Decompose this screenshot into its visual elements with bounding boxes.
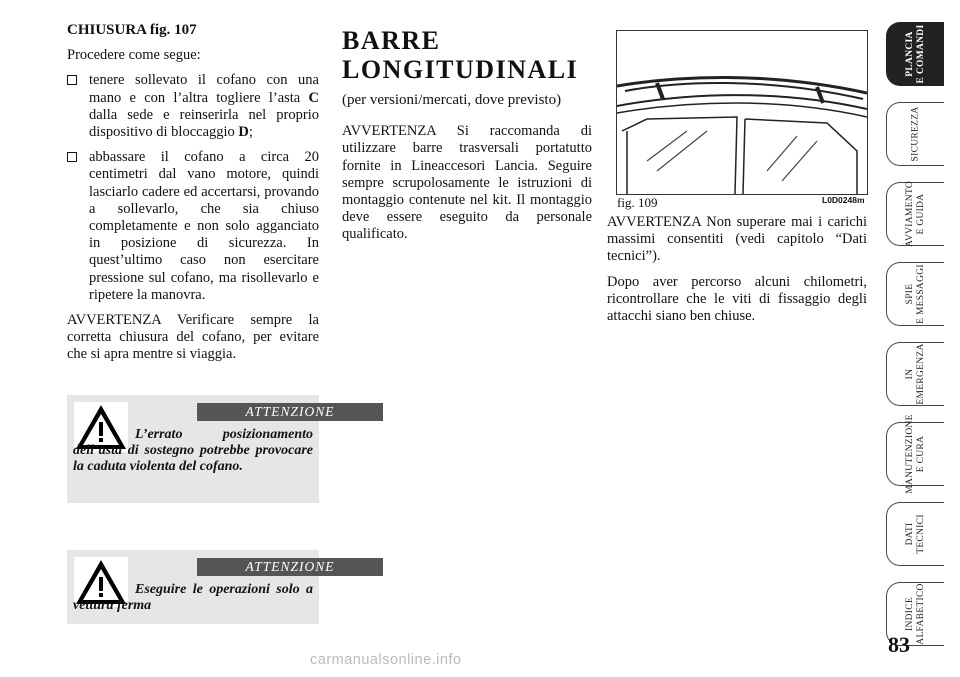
middle-column bbox=[342, 26, 592, 252]
warning-text: L’errato posizionamento dell’asta di sostegno potrebbe provocare la caduta violenta del cofano. bbox=[73, 427, 313, 474]
assembly-note: AVVERTENZA Si raccomanda di utilizzare barre trasversali portatutto fornite in Lineaccesori Lancia. Seguire sempre scrupolosamente le istruzioni di montaggio contenute nel kit. Il montaggio deve essere eseguito da personale qualificato. bbox=[342, 123, 592, 243]
figure-caption: fig. 109 bbox=[617, 195, 658, 210]
tab-in-emergenza[interactable]: IN EMERGENZA bbox=[886, 342, 944, 406]
watermark: carmanualsonline.info bbox=[310, 652, 462, 668]
tab-spie-e-messaggi[interactable]: SPIE E MESSAGGI bbox=[886, 262, 944, 326]
screw-note: Dopo aver percorso alcuni chilometri, ricontrollare che le viti di fissaggio degli attacchi siano ben chiuse. bbox=[607, 273, 867, 325]
tab-indice-alfabetico[interactable]: INDICE ALFABETICO bbox=[886, 582, 944, 646]
bullet-item-2: abbassare il cofano a circa 20 centimetri dal vano motore, quindi lasciarlo cadere ed accertarsi, provando a sollevarlo, che sia chiuso completamente e non solo agganciato in posizione di sicurezza. In quest’ultimo caso non esercitare pressione sul cofano, ma risollevarlo e ripetere la manovra. bbox=[67, 149, 319, 304]
warning-title: ATTENZIONE bbox=[197, 558, 383, 576]
right-column bbox=[607, 214, 867, 333]
warning-box-1 bbox=[67, 395, 335, 503]
bullet-item-1: tenere sollevato il cofano con una mano e con l’altra togliere l’asta C dalla sede e reinserirla nel proprio dispositivo di bloccaggio D; bbox=[67, 72, 319, 141]
warning-text: Eseguire le operazioni solo a vettura ferma bbox=[73, 582, 313, 613]
tab-plancia-e-comandi[interactable]: PLANCIA E COMANDI bbox=[886, 22, 944, 86]
warning-note: AVVERTENZA Verificare sempre la corretta chiusura del cofano, per evitare che si apra mentre si viaggia. bbox=[67, 312, 319, 363]
page-number: 83 bbox=[888, 632, 910, 657]
tab-sicurezza[interactable]: SICUREZZA bbox=[886, 102, 944, 166]
checkbox-bullet-icon bbox=[67, 152, 77, 162]
tab-avviamento-e-guida[interactable]: AVVIAMENTO E GUIDA bbox=[886, 182, 944, 246]
tab-dati-tecnici[interactable]: DATI TECNICI bbox=[886, 502, 944, 566]
left-column bbox=[67, 22, 319, 372]
figure-code: L0D0248m bbox=[822, 195, 865, 205]
roof-rails-figure bbox=[616, 30, 868, 195]
warning-title: ATTENZIONE bbox=[197, 403, 383, 421]
section-subtitle: (per versioni/mercati, dove previsto) bbox=[342, 92, 562, 108]
section-heading: CHIUSURA fig. 107 bbox=[67, 22, 197, 38]
warning-box-2 bbox=[67, 550, 335, 624]
section-title: BARRE LONGITUDINALI bbox=[342, 26, 579, 84]
intro-text: Procedere come segue: bbox=[67, 47, 201, 64]
load-note: AVVERTENZA Non superare mai i carichi massimi consentiti (vedi capitolo “Dati tecnici”). bbox=[607, 214, 867, 265]
checkbox-bullet-icon bbox=[67, 75, 77, 85]
tab-manutenzione-e-cura[interactable]: MANUTENZIONE E CURA bbox=[886, 422, 944, 486]
